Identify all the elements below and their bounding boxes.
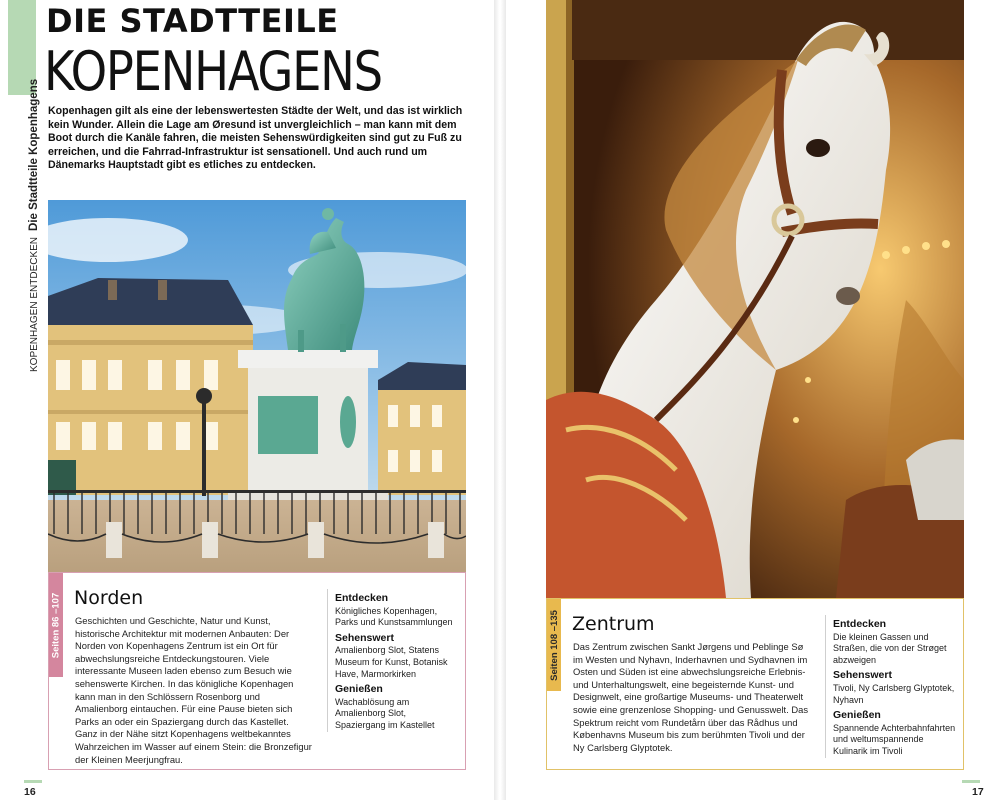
aside-text-geniessen: Wachablösung am Amalienborg Slot, Spaziergang im Kastellet [335,696,435,730]
section-body: Das Zentrum zwischen Sankt Jørgens und Peblinge Sø im Westen und Nyhavn, Inderhavnen und Sydhavnen im Osten und Süden ist eine abwechslungsreiche Erlebnis- und Unterhaltungswelt, eine begeisternde Kunst- und Designwelt, eine großartige Museums- und Theaterwelt sowie eine grenzenlose Shopping- und Genusswelt. Das Spektrum reicht vom Rundetårn über das Rådhus und Københavns Museum bis zum berühmten Tivoli und der Ny Carlsberg Glyptotek. [573,641,809,753]
aside-heading-sehenswert: Sehenswert [335,631,394,644]
page-title-line1: DIE STADTTEILE [46,2,339,40]
aside-heading-geniessen: Genießen [335,683,383,696]
intro-paragraph: Kopenhagen gilt als eine der lebenswertesten Städte der Welt, und das ist wirklich kein Wunder. Allein die Lage am Øresund ist unvergleichlich – man kann mit dem Boot durch die Kanäle fahren, die meisten Sehenswürdigkeiten sind gut zu Fuß zu erreichen, und die Fahrrad-Infrastruktur ist sensationell. Und auch rund um Dänemarks Hauptstadt gibt es etliches zu entdecken. [48,105,463,171]
aside-divider [327,589,328,732]
page-number-marker [24,780,42,783]
page-range-tab [547,599,561,691]
page-range-text: Seiten 108 –135 [548,609,560,681]
section-title: Norden [74,587,144,609]
section-aside [833,615,957,758]
section-box-zentrum [546,598,964,770]
aside-text-sehenswert: Tivoli, Ny Carlsberg Glyptotek, Nyhavn [833,682,955,705]
section-title: Zentrum [572,613,655,635]
aside-text-geniessen: Spannende Achterbahnfahrten und weltumspannende Kulinarik im Tivoli [833,722,956,756]
page-range-tab [49,573,63,677]
running-head [28,79,40,372]
page-range-text: Seiten 86 –107 [50,592,62,658]
aside-text-entdecken: Die kleinen Gassen und Straßen, die von der Strøget abzweigen [833,631,947,665]
aside-heading-sehenswert: Sehenswert [833,669,892,682]
book-gutter [494,0,506,800]
running-head-bold: Die Stadtteile Kopenhagens [28,78,40,231]
aside-heading-entdecken: Entdecken [335,592,389,604]
section-body: Geschichten und Geschichte, Natur und Kunst, historische Architektur mit modernen Anbauten: Der Norden von Kopenhagens Zentrum ist ein Ort für abwechslungsreiche Entdeckungstouren. Viele interessante Museen laden ebenso zum Besuch wie sehenswerte Kirchen. In das königliche Kopenhagen kann man in den Schlössern Rosenborg und Amalienborg eintauchen. Für eine Pause bieten sich Parks an oder ein Spaziergang durch das Kastellet. Ganz in der Nähe sitzt Kopenhagens weltbekanntes Wahrzeichen im Wasser auf einem Stein: die Bronzefigur der Kleinen Meerjungfrau. [75,615,312,765]
aside-text-entdecken: Königliches Kopenhagen, Parks und Kunstsammlungen [335,605,453,628]
statue-photo [48,200,466,572]
page-number: 17 [972,786,984,798]
section-box-norden [48,572,466,770]
page-number: 16 [24,786,36,798]
running-head-light: KOPENHAGEN ENTDECKEN [29,236,40,372]
aside-heading-geniessen: Genießen [833,709,881,722]
carousel-horse-photo [546,0,964,598]
aside-divider [825,615,826,758]
aside-heading-entdecken: Entdecken [833,618,887,630]
aside-text-sehenswert: Amalienborg Slot, Statens Museum for Kunst, Botanisk Have, Marmorkirken [335,645,448,679]
section-aside [335,589,459,732]
left-page [0,0,494,800]
page-title-line2: KOPENHAGENS [44,40,382,103]
page-number-marker [962,780,980,783]
